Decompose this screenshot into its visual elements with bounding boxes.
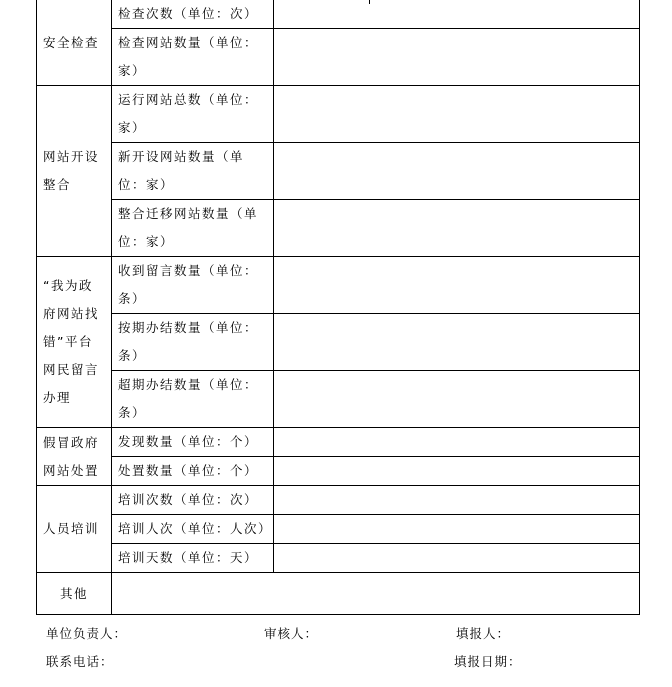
- item-label: 检查次数（单位：次）: [112, 0, 274, 29]
- item-label: 整合迁移网站数量（单位：家）: [112, 200, 274, 257]
- table-row: [37, 428, 640, 457]
- unit-head-label: 单位负责人：: [46, 626, 128, 641]
- item-label: 运行网站总数（单位：家）: [112, 86, 274, 143]
- other-value-cell[interactable]: [112, 573, 640, 615]
- value-cell[interactable]: [274, 428, 640, 457]
- category-staff-training: 人员培训: [37, 486, 112, 573]
- category-safety-check: 安全检查: [37, 0, 112, 86]
- table-row: [37, 86, 640, 143]
- table-row: [37, 486, 640, 515]
- item-label: 发现数量（单位：个）: [112, 428, 274, 457]
- item-label: 按期办结数量（单位：条）: [112, 314, 274, 371]
- value-cell[interactable]: [274, 0, 640, 29]
- table-row: [37, 200, 640, 257]
- value-cell[interactable]: [274, 200, 640, 257]
- table-row: [37, 573, 640, 615]
- value-cell[interactable]: [274, 257, 640, 314]
- table-row: [37, 143, 640, 200]
- value-cell[interactable]: [274, 515, 640, 544]
- value-cell[interactable]: [274, 29, 640, 86]
- item-label: 超期办结数量（单位：条）: [112, 371, 274, 428]
- table-row: [37, 29, 640, 86]
- category-site-setup: 网站开设整合: [37, 86, 112, 257]
- table-row: [37, 515, 640, 544]
- reviewer-label: 审核人：: [264, 626, 319, 641]
- item-label: 新开设网站数量（单位：家）: [112, 143, 274, 200]
- value-cell[interactable]: [274, 457, 640, 486]
- table-row: [37, 314, 640, 371]
- item-label: 检查网站数量（单位：家）: [112, 29, 274, 86]
- value-cell[interactable]: [274, 544, 640, 573]
- item-label: 培训人次（单位：人次）: [112, 515, 274, 544]
- category-error-report-platform: “我为政府网站找错”平台网民留言办理: [37, 257, 112, 428]
- category-fake-site-handling: 假冒政府网站处置: [37, 428, 112, 486]
- table-row: [37, 0, 640, 29]
- value-cell[interactable]: [274, 314, 640, 371]
- item-label: 处置数量（单位：个）: [112, 457, 274, 486]
- filler-label: 填报人：: [456, 626, 511, 641]
- value-cell[interactable]: [274, 86, 640, 143]
- fill-date-label: 填报日期：: [454, 654, 522, 669]
- value-cell[interactable]: [274, 486, 640, 515]
- phone-label: 联系电话：: [46, 654, 114, 669]
- item-label: 培训天数（单位：天）: [112, 544, 274, 573]
- value-cell[interactable]: [274, 143, 640, 200]
- table-row: [37, 457, 640, 486]
- table-row: [37, 371, 640, 428]
- item-label: 收到留言数量（单位：条）: [112, 257, 274, 314]
- report-table: [36, 0, 640, 615]
- value-cell[interactable]: [274, 371, 640, 428]
- category-other: 其他: [37, 573, 112, 615]
- item-label: 培训次数（单位：次）: [112, 486, 274, 515]
- table-row: [37, 257, 640, 314]
- table-row: [37, 544, 640, 573]
